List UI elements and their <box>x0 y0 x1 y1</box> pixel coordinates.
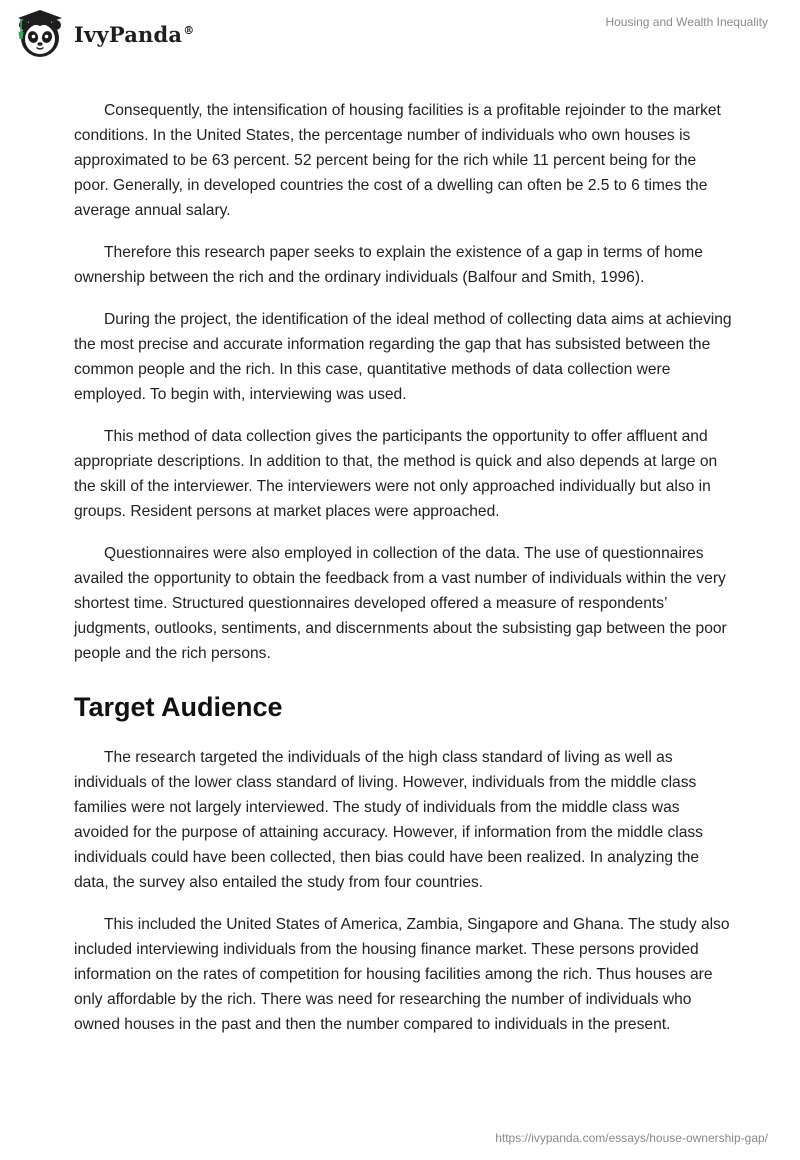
paragraph: Therefore this research paper seeks to explain the existence of a gap in terms of home ownership between the rich and the ordinary individuals (Balfour and Smith, 1996). <box>74 244 703 286</box>
panda-graduate-logo-icon <box>14 8 66 60</box>
source-url[interactable]: https://ivypanda.com/essays/house-ownership-gap/ <box>495 1131 768 1145</box>
essay-content <box>74 98 734 1054</box>
document-title: Housing and Wealth Inequality <box>605 15 768 29</box>
registered-mark: ® <box>183 23 195 37</box>
brand-name <box>74 22 194 47</box>
paragraph: During the project, the identification of the ideal method of collecting data aims at achieving the most precise and accurate information regarding the gap that has subsisted between the common people and the rich. In this case, quantitative methods of data collection were employed. To begin with, interviewing was used. <box>74 311 732 403</box>
brand-name-text: IvyPanda <box>74 21 183 47</box>
page-header <box>0 0 800 64</box>
paragraph: Consequently, the intensification of housing facilities is a profitable rejoinder to the market conditions. In the United States, the percentage number of individuals who own houses is approximated to be 63 percent. 52 percent being for the rich while 11 percent being for the poor. Generally, in developed countries the cost of a dwelling can often be 2.5 to 6 times the average annual salary. <box>74 102 721 219</box>
paragraph: Questionnaires were also employed in collection of the data. The use of questionnaires availed the opportunity to obtain the feedback from a vast number of individuals within the very shortest time. Structured questionnaires developed offered a measure of respondents’ judgments, outlooks, sentiments, and discernments about the subsisting gap between the poor people and the rich persons. <box>74 545 727 662</box>
section-heading: Target Audience <box>74 692 283 722</box>
paragraph: This included the United States of America, Zambia, Singapore and Ghana. The study also included interviewing individuals from the housing finance market. These persons provided information on the rates of competition for housing facilities among the rich. Thus houses are only affordable by the rich. There was need for researching the number of individuals who owned houses in the past and then the number compared to individuals in the present. <box>74 916 730 1033</box>
paragraph: The research targeted the individuals of the high class standard of living as well as individuals of the lower class standard of living. However, individuals from the middle class families were not largely interviewed. The study of individuals from the middle class was avoided for the purpose of attaining accuracy. However, if information from the middle class individuals could have been collected, then bias could have been realized. In analyzing the data, the survey also entailed the study from four countries. <box>74 749 703 891</box>
ivypanda-logo[interactable] <box>14 8 194 60</box>
paragraph: This method of data collection gives the participants the opportunity to offer affluent and appropriate descriptions. In addition to that, the method is quick and also depends at large on the skill of the interviewer. The interviewers were not only approached individually but also in groups. Resident persons at market places were approached. <box>74 428 718 520</box>
